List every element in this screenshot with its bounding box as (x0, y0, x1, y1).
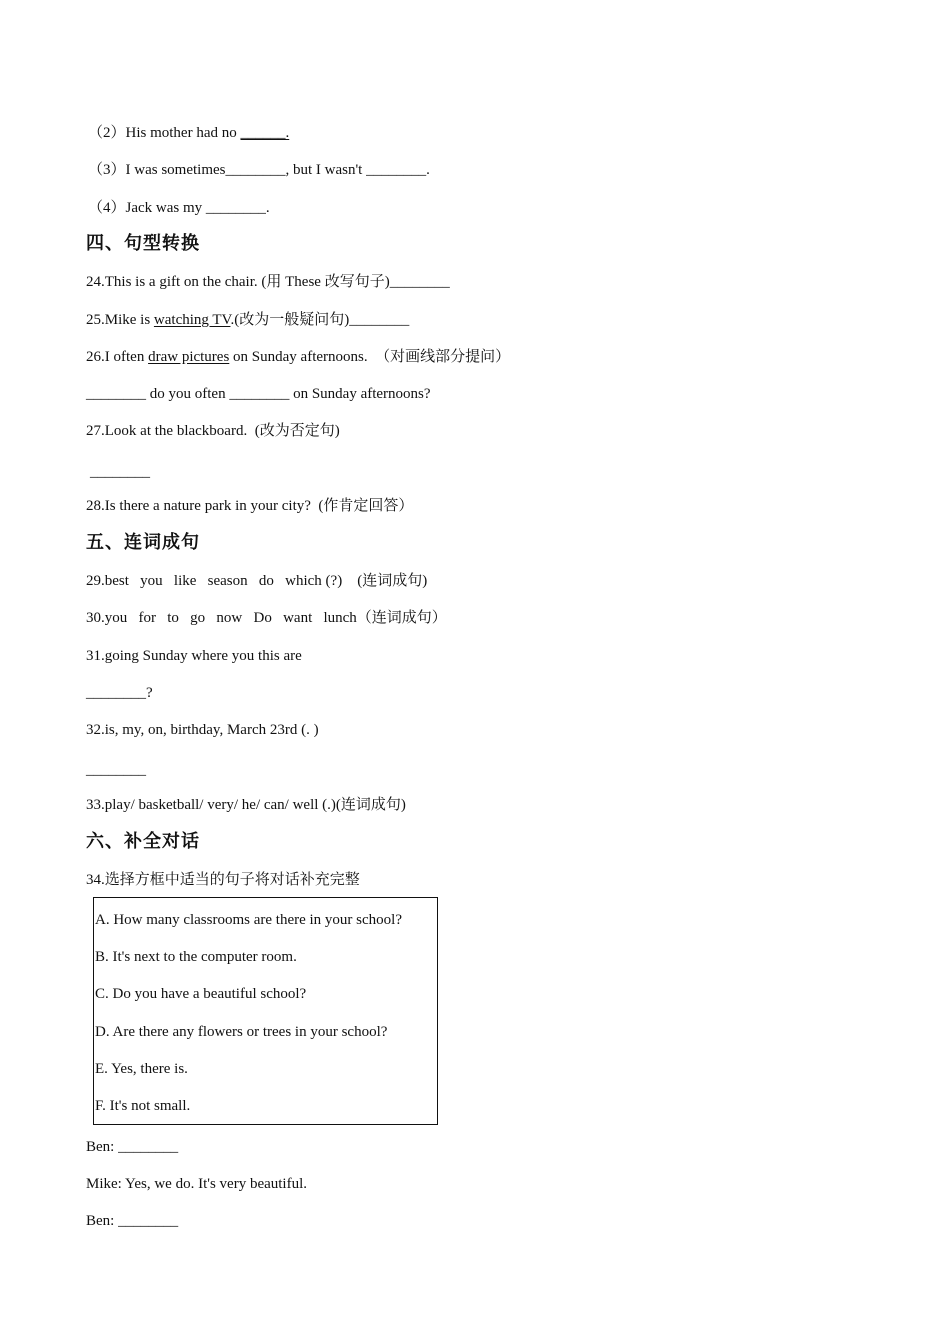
options-box (93, 897, 438, 1125)
dialogue-line-3: Ben: ________ (86, 1213, 179, 1229)
question-26-post: on Sunday afternoons. （对画线部分提问） (229, 349, 511, 365)
question-24: 24.This is a gift on the chair. (用 These 改写句子)________ (86, 274, 450, 290)
question-26-pre: 26.I often (86, 349, 149, 365)
section-6-heading: 六、补全对话 (86, 831, 200, 852)
question-31: 31.going Sunday where you this are (86, 648, 302, 664)
question-27-blank: ________ (90, 464, 150, 480)
question-26 (86, 347, 510, 367)
option-d: D. Are there any flowers or trees in your school? (95, 1024, 388, 1040)
question-26-underlined: draw pictures (148, 349, 230, 365)
question-26-line-2: ________ do you often ________ on Sunday afternoons? (86, 386, 431, 402)
dialogue-line-1: Ben: ________ (86, 1139, 179, 1155)
question-2-text: （2）His mother had no (88, 125, 241, 141)
question-34: 34.选择方框中适当的句子将对话补充完整 (86, 872, 360, 888)
option-f: F. It's not small. (95, 1098, 191, 1114)
question-31-blank: ________? (86, 685, 153, 701)
question-28: 28.Is there a nature park in your city? (作肯定回答） (86, 498, 414, 514)
option-e: E. Yes, there is. (95, 1061, 188, 1077)
section-5-heading: 五、连词成句 (86, 532, 200, 553)
dialogue-line-2: Mike: Yes, we do. It's very beautiful. (86, 1176, 308, 1192)
question-25-pre: 25.Mike is (86, 312, 154, 328)
option-a: A. How many classrooms are there in your school? (95, 912, 403, 928)
question-33: 33.play/ basketball/ very/ he/ can/ well (.)(连词成句) (86, 797, 406, 813)
section-4-heading: 四、句型转换 (86, 233, 200, 254)
option-c: C. Do you have a beautiful school? (95, 986, 307, 1002)
question-30: 30.you for to go now Do want lunch（连词成句） (86, 610, 447, 626)
question-27: 27.Look at the blackboard. (改为否定句) (86, 423, 340, 439)
question-25-underlined: watching TV (153, 312, 231, 328)
question-29: 29.best you like season do which (?) (连词成句) (86, 573, 428, 589)
question-32-blank: ________ (86, 762, 146, 778)
question-3-line: （3）I was sometimes________, but I wasn't ________. (88, 162, 430, 178)
question-25 (86, 310, 409, 330)
question-4-line: （4）Jack was my ________. (88, 200, 270, 216)
option-b: B. It's next to the computer room. (95, 949, 297, 965)
question-2-line (88, 123, 289, 143)
question-25-post: .(改为一般疑问句)________ (230, 312, 410, 328)
question-2-blank: ______. (240, 125, 290, 141)
question-32: 32.is, my, on, birthday, March 23rd (. ) (86, 722, 319, 738)
